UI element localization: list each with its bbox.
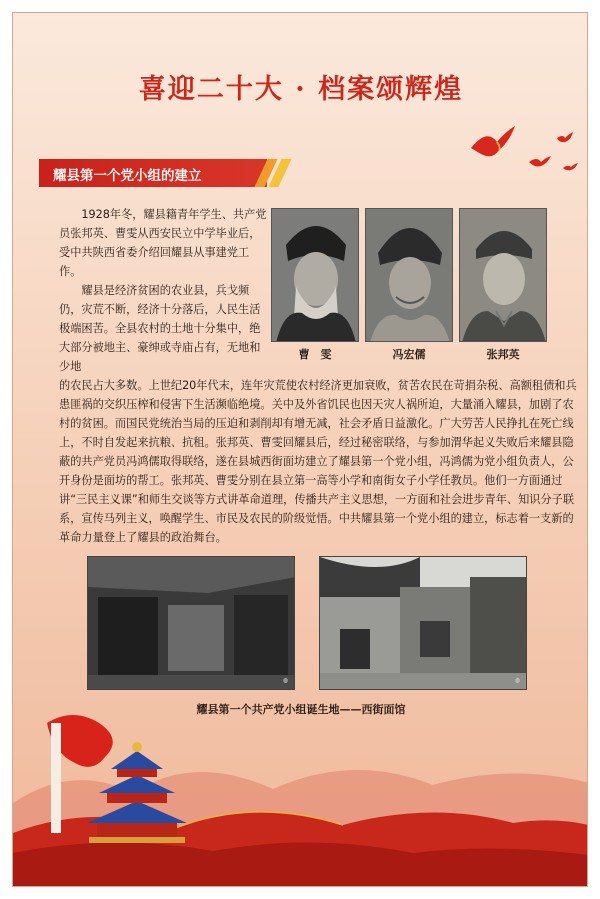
photo-image <box>320 557 527 690</box>
watermark-icon: ◍ <box>282 677 288 684</box>
body-text-left <box>59 205 269 376</box>
bottom-decoration <box>13 693 588 887</box>
portrait-image <box>366 209 453 342</box>
body-paragraph: 耀县是经济贫困的农业县，兵戈频仍，灾荒不断，经济十分落后，人民生活极端困苦。全县农村的土地十分集中，绝大部分被地主、豪绅或寺庙占有，无地和少地 <box>59 284 261 373</box>
dove-birds-icon <box>453 118 583 188</box>
poster-title: 喜迎二十大 · 档案颂辉煌 <box>138 74 464 105</box>
portrait-photo <box>365 208 453 342</box>
body-paragraph: 的农民占大多数。上世纪20年代末，连年灾荒使农村经济更加衰败，贫苦农民在苛捐杂税、高额租债和兵患匪祸的交织压榨和侵害下生活濒临绝境。关中及外省饥民也因天灾人祸所迫，大量涌入耀县，加剧了农村的贫困。而国民党统治当局的压迫和剥削却有增无减，社会矛盾日益激化。广大劳苦人民挣扎在死亡线上，不时自发起来抗粮、抗租。张邦英、曹雯回耀县后，经过秘密联络，与参加渭华起义失败后来耀县隐蔽的共产党员冯鸿儒取得联络，遂在县城西街面坊建立了耀县第一个党小组，冯鸿儒为党小组负责人，公开身份是面坊的帮工。张邦英、曹雯分别在县立第一高等小学和南街女子小学任教员。他们一方面通过讲“三民主义课”和师生交谈等方式讲革命道理，传播共产主义思想，一方面和社会进步青年、知识分子联系，宣传马列主义，唤醒学生、市民及农民的阶级觉悟。中共耀县第一个党小组的建立，标志着一支新的革命力量登上了耀县的政治舞台。 <box>59 379 577 544</box>
section-heading <box>39 159 283 187</box>
watermark-icon: ◍ <box>514 677 520 684</box>
portrait-caption: 曹 雯 <box>298 348 332 361</box>
photo-image <box>88 557 295 690</box>
portrait-zhang-bangying <box>459 208 547 361</box>
portrait-cao-wen <box>271 208 359 361</box>
poster <box>12 12 588 887</box>
portrait-photo <box>271 208 359 342</box>
portrait-image <box>272 209 359 342</box>
portrait-feng-hongru <box>365 208 453 361</box>
body-text-full <box>59 376 579 547</box>
historic-photo-interior <box>87 556 295 690</box>
portrait-photo <box>459 208 547 342</box>
portrait-caption: 张邦英 <box>486 348 520 361</box>
portrait-caption: 冯宏儒 <box>392 348 426 361</box>
historic-photo-street <box>319 556 527 690</box>
photo-caption: 耀县第一个共产党小组诞生地——西街面馆 <box>196 703 406 716</box>
section-title: 耀县第一个党小组的建立 <box>53 168 202 184</box>
body-paragraph: 1928年冬，耀县籍青年学生、共产党员张邦英、曹雯从西安民立中学毕业后，受中共陕西省委介绍回耀县从事建党工作。 <box>59 208 267 278</box>
portrait-image <box>460 209 547 342</box>
